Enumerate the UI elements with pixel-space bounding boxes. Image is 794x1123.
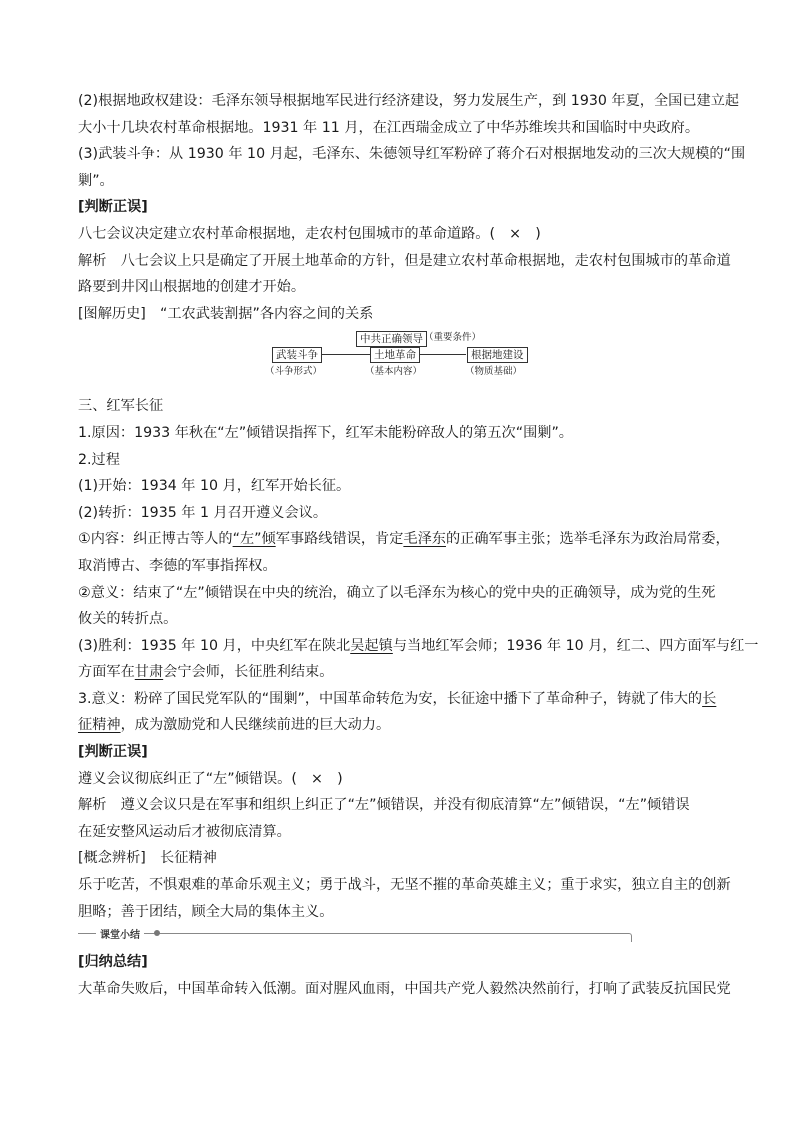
text-run: 军事路线错误，肯定 <box>275 531 404 548</box>
text-run: 3.意义：粉碎了国民党军队的“围剿”，中国革命转危为安，长征途中播下了革命种子，铸就了伟大的 <box>78 690 703 707</box>
text-run: ①内容：纠正博古等人的 <box>78 531 233 548</box>
text-run: 的正确军事主张；选举毛泽东为政治局常委， <box>445 531 730 548</box>
paragraph: (3)武装斗争：从 1930 年 10 月起，毛泽东、朱德领导红军粉碎了蒋介石对根据地发动的三次大规模的“围 <box>78 146 746 163</box>
paragraph <box>78 712 720 739</box>
paragraph <box>78 686 720 713</box>
diagram-box-right: 根据地建设 <box>467 347 528 363</box>
diagram-note-top: （重要条件） <box>424 332 482 344</box>
underlined-term: 长 <box>702 690 717 707</box>
explanation: 在延安整风运动后才被彻底清算。 <box>78 823 291 840</box>
underlined-term: 毛泽东 <box>403 531 446 548</box>
paragraph: 2.过程 <box>78 451 120 468</box>
summary-heading: [归纳总结] <box>78 954 148 971</box>
diagram-note-right: （物质基础） <box>465 366 523 378</box>
section-divider <box>78 927 720 949</box>
paragraph <box>78 659 720 686</box>
underlined-term: 吴起镇 <box>350 637 393 654</box>
diagram-box-top: 中共正确领导 <box>356 331 427 347</box>
judge-heading: [判断正误] <box>78 744 148 761</box>
judge-question: 遵义会议彻底纠正了“左”倾错误。( × ) <box>78 770 343 787</box>
underlined-term: 甘肃 <box>134 664 164 681</box>
paragraph: ②意义：结束了“左”倾错误在中央的统治，确立了以毛泽东为核心的党中央的正确领导，成为党的生死 <box>78 584 716 601</box>
paragraph: 剿”。 <box>78 172 114 189</box>
judge-heading: [判断正误] <box>78 199 148 216</box>
explanation: 路要到井冈山根据地的创建才开始。 <box>78 279 306 296</box>
underlined-term: “左”倾 <box>232 531 276 548</box>
judge-question: 八七会议决定建立农村革命根据地，走农村包围城市的革命道路。( × ) <box>78 225 541 242</box>
concept-heading: [概念辨析] 长征精神 <box>78 850 217 867</box>
text-run: (3)胜利：1935 年 10 月，中央红军在陕北 <box>78 637 351 654</box>
paragraph: (1)开始：1934 年 10 月，红军开始长征。 <box>78 478 351 495</box>
paragraph: 胆略；善于团结，顾全大局的集体主义。 <box>78 903 334 920</box>
divider-line <box>78 933 632 942</box>
document-page <box>78 88 759 1002</box>
paragraph: 取消博古、李德的军事指挥权。 <box>78 557 277 574</box>
paragraph: 1.原因：1933 年秋在“左”倾错误指挥下，红军未能粉碎敌人的第五次“围剿”。 <box>78 424 573 441</box>
section-title: 三、红军长征 <box>78 398 164 415</box>
explanation: 解析 八七会议上只是确定了开展土地革命的方针，但是建立农村革命根据地，走农村包围城市的革命道 <box>78 252 731 269</box>
diagram-heading: [图解历史] “工农武装割据”各内容之间的关系 <box>78 305 374 322</box>
paragraph <box>78 633 759 660</box>
relationship-diagram <box>78 327 720 393</box>
paragraph: (2)根据地政权建设：毛泽东领导根据地军民进行经济建设，努力发展生产，到 1930 年夏，全国已建立起 <box>78 93 740 109</box>
summary-label: 课堂小结 <box>96 926 144 941</box>
text-run: ，成为激励党和人民继续前进的巨大动力。 <box>120 717 391 734</box>
paragraph: 攸关的转折点。 <box>78 611 178 628</box>
paragraph: 乐于吃苦，不惧艰难的革命乐观主义；勇于战斗，无坚不摧的革命英雄主义；重于求实，独立自主的创新 <box>78 877 731 894</box>
text-run: 与当地红军会师；1936 年 10 月，红二、四方面军与红一 <box>392 637 759 654</box>
diagram-note-mid: （基本内容） <box>365 366 423 378</box>
paragraph: 大革命失败后，中国革命转入低潮。面对腥风血雨，中国共产党人毅然决然前行，打响了武装反抗国民党 <box>78 980 731 997</box>
text-run: 会宁会师，长征胜利结束。 <box>163 664 334 681</box>
diagram-box-mid: 土地革命 <box>370 347 420 363</box>
explanation: 解析 遵义会议只是在军事和组织上纠正了“左”倾错误，并没有彻底清算“左”倾错误，“左”倾错误 <box>78 797 690 814</box>
paragraph: 大小十几块农村革命根据地。1931 年 11 月，在江西瑞金成立了中华苏维埃共和国临时中央政府。 <box>78 119 700 136</box>
diagram-box-left: 武装斗争 <box>272 347 322 363</box>
paragraph: (2)转折：1935 年 1 月召开遵义会议。 <box>78 504 328 521</box>
paragraph <box>78 526 730 553</box>
underlined-term: 征精神 <box>78 717 121 734</box>
diagram-note-left: （斗争形式） <box>265 366 323 378</box>
text-run: 方面军在 <box>78 664 135 681</box>
